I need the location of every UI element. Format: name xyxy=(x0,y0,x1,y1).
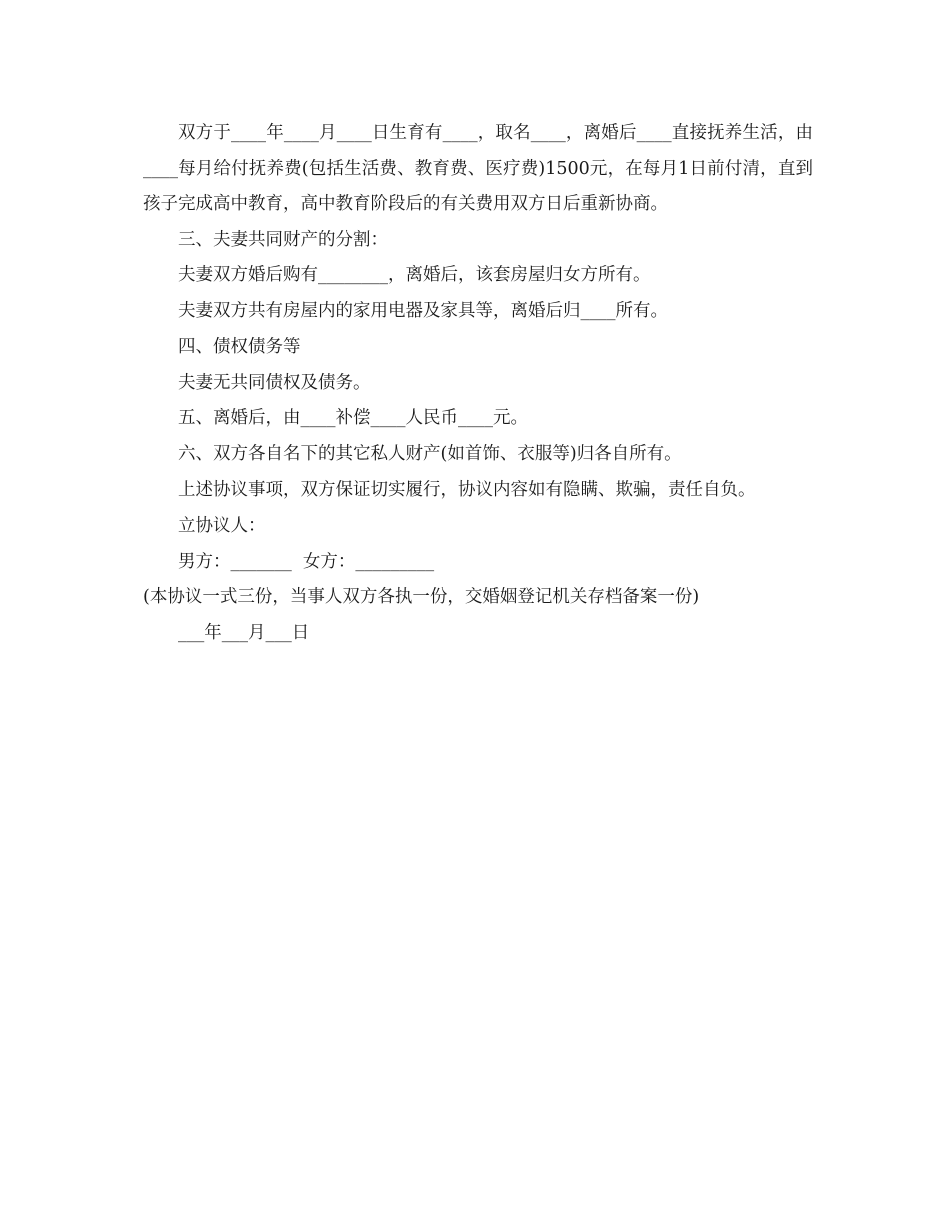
section-3-house-clause: 夫妻双方婚后购有________，离婚后，该套房屋归女方所有。 xyxy=(178,265,651,286)
section-3-heading: 三、夫妻共同财产的分割： xyxy=(178,229,388,250)
section-5-clause: 五、离婚后，由____补偿____人民币____元。 xyxy=(178,408,528,429)
signature-line: 男方：_______ 女方：_________ xyxy=(178,551,435,572)
section-6-clause: 六、双方各自名下的其它私人财产(如首饰、衣服等)归各自所有。 xyxy=(178,444,682,465)
signatories-label: 立协议人： xyxy=(178,515,266,536)
guarantee-clause: 上述协议事项，双方保证切实履行，协议内容如有隐瞒、欺骗，责任自负。 xyxy=(178,480,756,501)
agreement-body xyxy=(143,116,813,652)
section-4-heading: 四、债权债务等 xyxy=(178,336,301,357)
date-line: ___年___月___日 xyxy=(178,623,310,644)
section-4-body: 夫妻无共同债权及债务。 xyxy=(178,372,371,393)
copies-note: (本协议一式三份，当事人双方各执一份，交婚姻登记机关存档备案一份) xyxy=(143,587,700,608)
section-3-furniture-clause: 夫妻双方共有房屋内的家用电器及家具等，离婚后归____所有。 xyxy=(178,301,668,322)
child-support-paragraph: 双方于____年____月____日生育有____，取名____，离婚后____直接抚养生活，由____每月给付抚养费(包括生活费、教育费、医疗费)1500元，在每月1日前付清，直到孩子完成高中教育，高中教育阶段后的有关费用双方日后重新协商。 xyxy=(143,123,813,214)
